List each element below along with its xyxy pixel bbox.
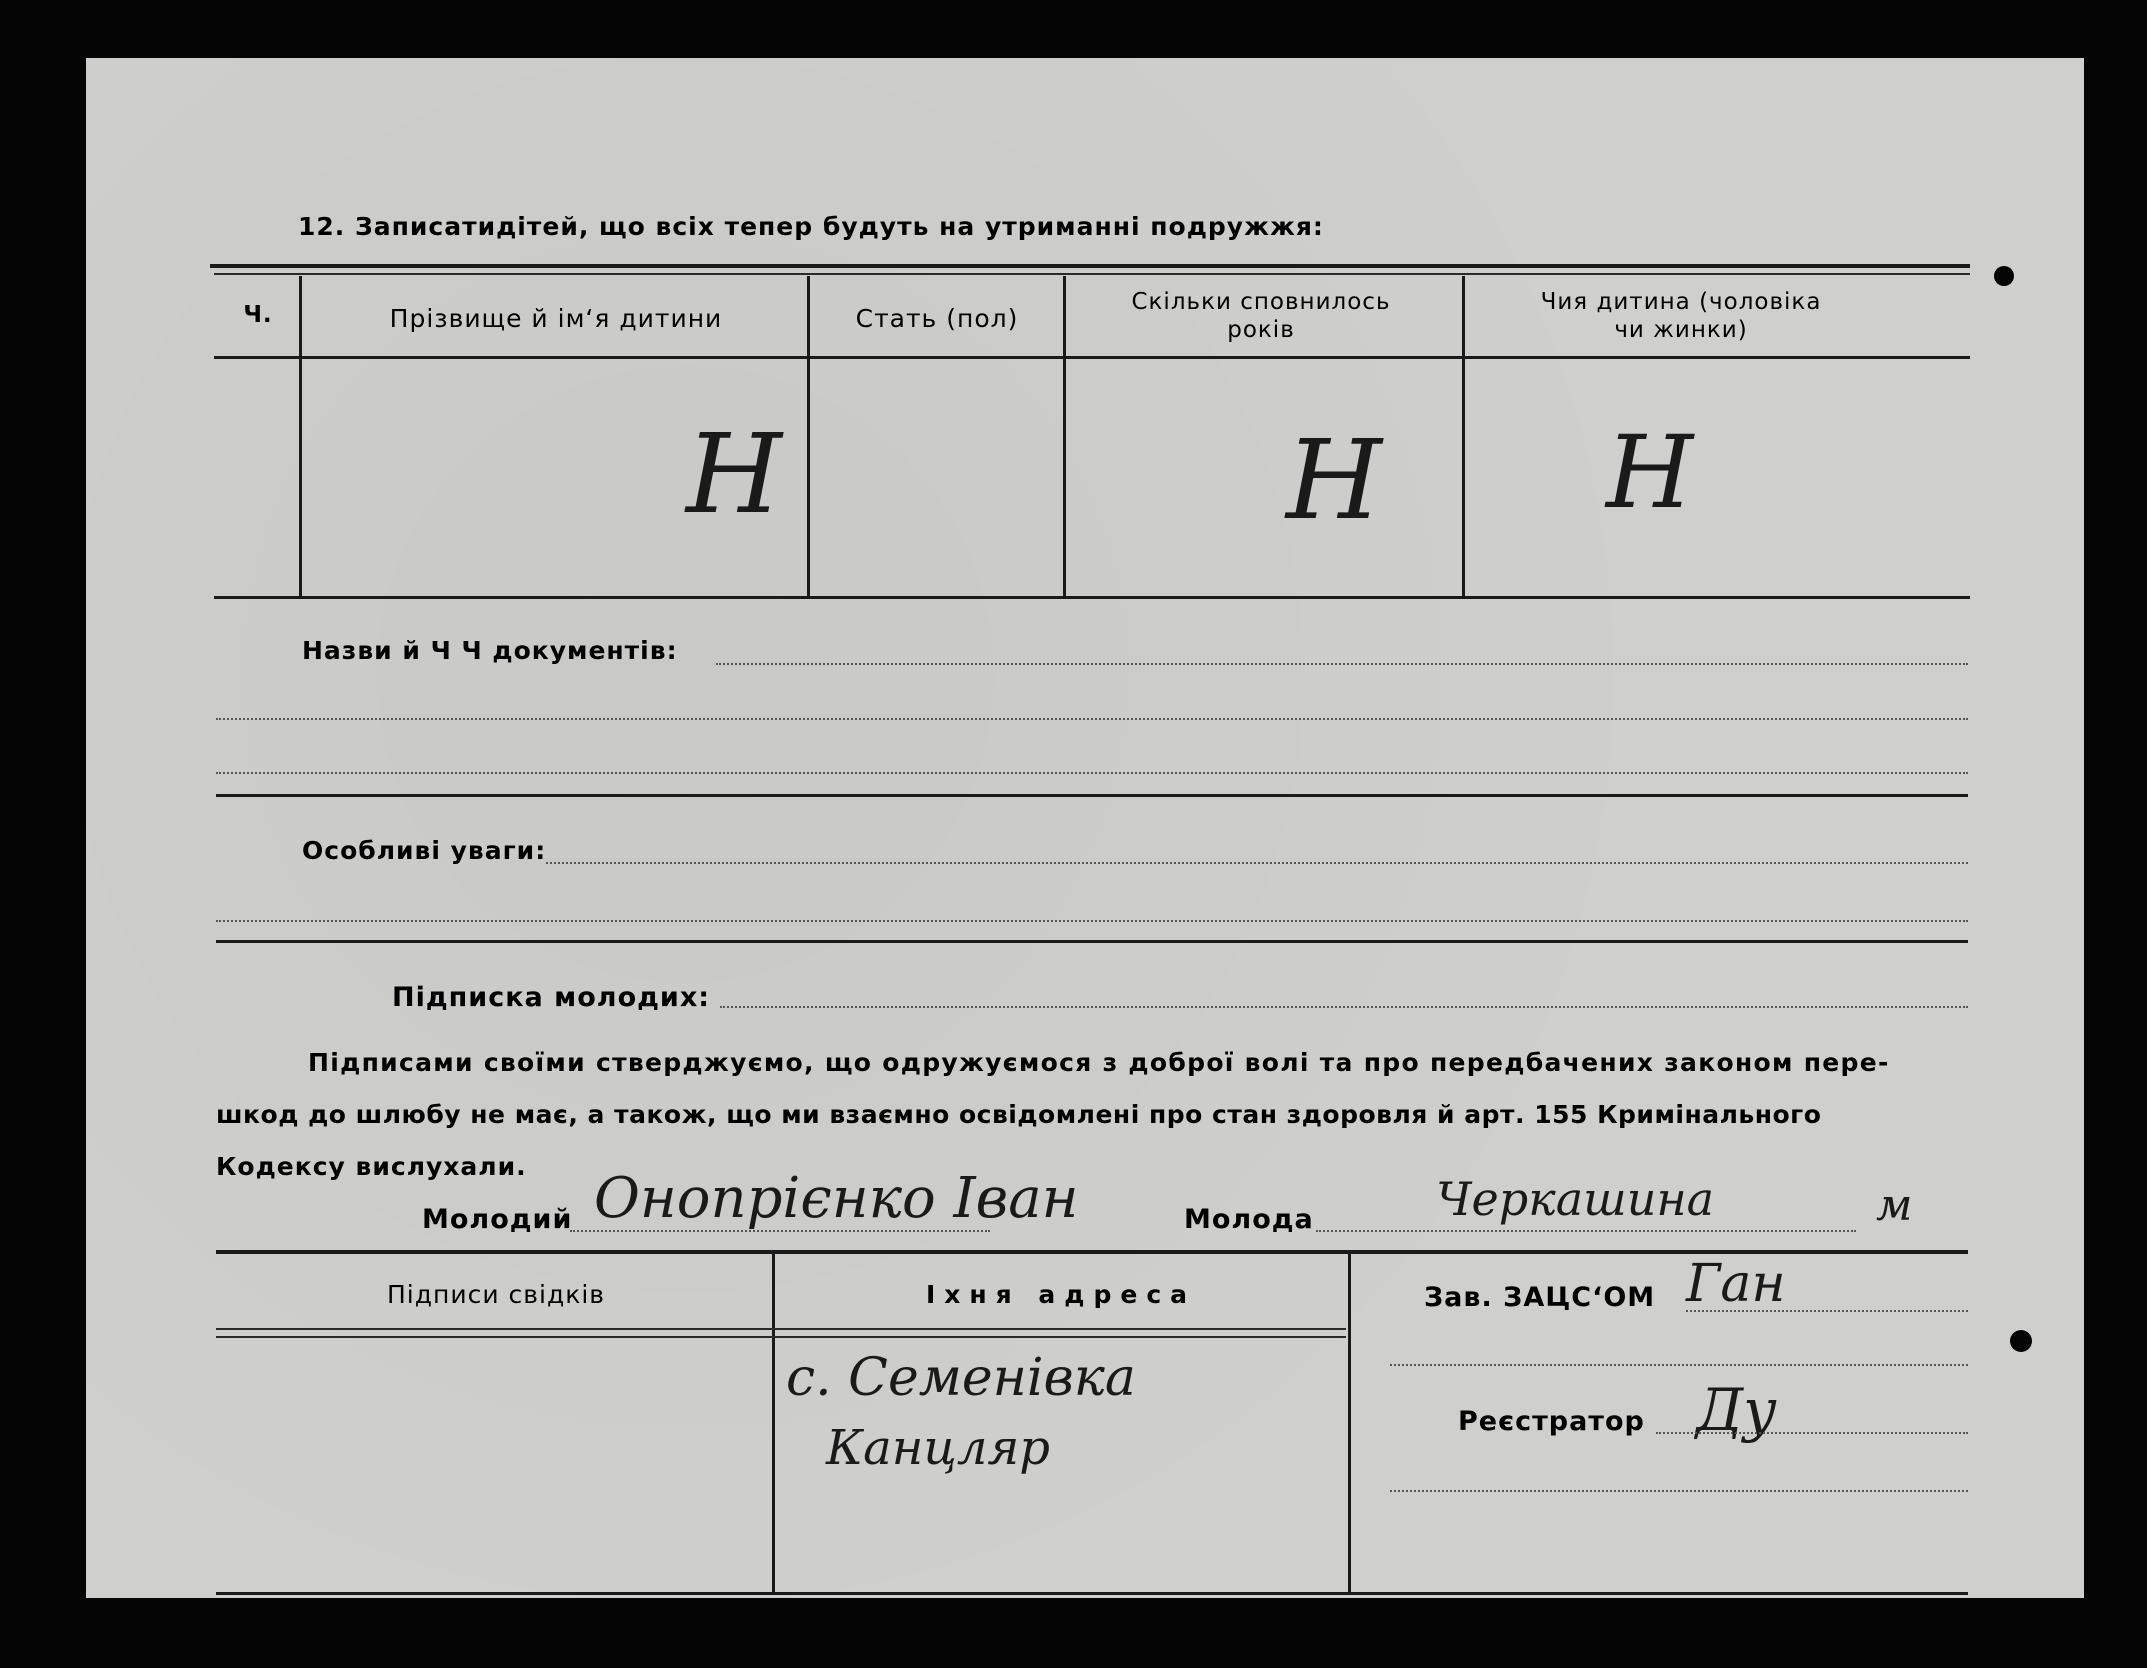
zags-head-label: Зав. ЗАЦС‘ОМ (1424, 1282, 1656, 1313)
documents-dotted-line-1 (716, 663, 1968, 665)
bride-label: Молода (1184, 1204, 1314, 1235)
table-col-divider-4 (1462, 276, 1465, 598)
table-top-rule (210, 264, 1970, 268)
documents-bottom-rule (216, 794, 1968, 797)
notes-label: Особливі уваги: (302, 836, 547, 865)
header-age: Скільки сповнилось років (1131, 289, 1391, 343)
zags-head-line (1686, 1310, 1968, 1312)
bride-signature-line (1316, 1230, 1856, 1232)
registrar-line (1656, 1432, 1968, 1434)
table-col-divider-3 (1063, 276, 1066, 598)
punch-hole-bottom (2010, 1330, 2032, 1352)
zags-head-signature: Ган (1686, 1254, 1786, 1314)
notes-dotted-line-2 (216, 920, 1968, 922)
punch-hole-top (1994, 266, 2014, 286)
table-bottom-rule (214, 596, 1970, 599)
table-header-rule (214, 356, 1970, 359)
notes-bottom-rule (216, 940, 1968, 943)
registrar-signature: Ду (1696, 1376, 1777, 1444)
signatures-dotted-line (720, 1006, 1968, 1008)
header-number: Ч. (243, 302, 273, 328)
child-name-entry: Н (686, 410, 782, 538)
table-col-divider-1 (299, 276, 302, 598)
bride-mark: м (1876, 1180, 1913, 1231)
witness-header-rule-2 (216, 1336, 1346, 1338)
registrar-line-2 (1390, 1490, 1968, 1492)
witness-header-rule (216, 1328, 1346, 1330)
witness-address-header: Іхня адреса (925, 1280, 1197, 1309)
header-sex: Стать (пол) (855, 304, 1019, 333)
statement-line-3: Кодексу вислухали. (216, 1152, 527, 1181)
registry-form-page (86, 58, 2084, 1598)
header-whose-child: Чия дитина (чоловіка чи жинки) (1540, 289, 1822, 343)
table-col-divider-2 (807, 276, 810, 598)
notes-dotted-line-1 (546, 862, 1968, 864)
groom-signature: Онопрієнко Іван (594, 1166, 1079, 1231)
child-whose-entry: Н (1606, 414, 1694, 531)
documents-label: Назви й Ч Ч документів: (302, 636, 678, 665)
section-12-title: 12. Записатидітей, що всіх тепер будуть на утриманні подружжя: (298, 212, 1324, 241)
witness-col-divider-1 (772, 1252, 775, 1594)
form-bottom-rule (216, 1592, 1968, 1595)
bride-signature: Черкашина (1436, 1172, 1715, 1226)
documents-dotted-line-3 (216, 772, 1968, 774)
registrar-label: Реєстратор (1458, 1406, 1645, 1437)
groom-label: Молодий (422, 1204, 573, 1235)
witness-address-line-1: с. Семенівка (786, 1348, 1136, 1408)
table-top-rule-2 (214, 273, 1970, 275)
zags-head-line-2 (1390, 1364, 1968, 1366)
witness-address-line-2: Канцляр (826, 1420, 1050, 1476)
statement-line-1: Підписами своїми стверджуємо, що одружуємося з доброї волі та про передбачених законом пере- (308, 1048, 1890, 1077)
signatures-heading: Підписка молодих: (392, 982, 711, 1013)
header-child-name: Прізвище й ім‘я дитини (389, 304, 723, 333)
witness-signatures-header: Підписи свідків (386, 1280, 606, 1309)
statement-line-2: шкод до шлюбу не має, а також, що ми взаємно освідомлені про стан здоровля й арт. 155 Кримінального (216, 1100, 1822, 1129)
witness-col-divider-2 (1348, 1252, 1351, 1594)
documents-dotted-line-2 (216, 718, 1968, 720)
torn-edge-shape (1954, 58, 2084, 1598)
groom-signature-line (570, 1230, 990, 1232)
child-age-entry: Н (1286, 416, 1382, 544)
